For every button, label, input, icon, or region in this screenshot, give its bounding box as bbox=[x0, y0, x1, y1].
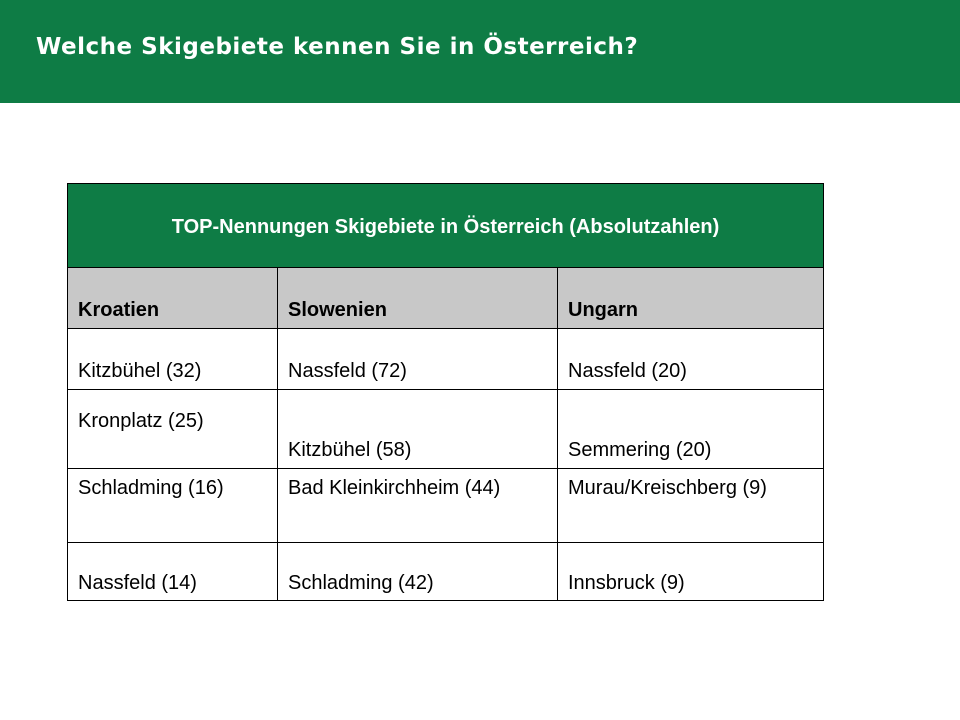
table-cell: Schladming (42) bbox=[278, 543, 558, 601]
table-row bbox=[68, 329, 824, 390]
table-header-row bbox=[68, 268, 824, 329]
table-cell: Kronplatz (25) bbox=[68, 390, 278, 469]
column-header-ungarn: Ungarn bbox=[558, 268, 824, 329]
table-row bbox=[68, 390, 824, 469]
ski-areas-table bbox=[67, 183, 824, 601]
table-row bbox=[68, 469, 824, 543]
column-header-kroatien: Kroatien bbox=[68, 268, 278, 329]
table-cell: Nassfeld (14) bbox=[68, 543, 278, 601]
column-header-slowenien: Slowenien bbox=[278, 268, 558, 329]
slide-title: Welche Skigebiete kennen Sie in Österreich? bbox=[36, 34, 639, 60]
table-cell: Kitzbühel (58) bbox=[278, 390, 558, 469]
table-cell: Nassfeld (72) bbox=[278, 329, 558, 390]
table-cell: Kitzbühel (32) bbox=[68, 329, 278, 390]
table-cell: Murau/Kreischberg (9) bbox=[558, 469, 824, 543]
table-cell: Schladming (16) bbox=[68, 469, 278, 543]
table-row bbox=[68, 543, 824, 601]
table-title-row bbox=[68, 184, 824, 268]
table-title: TOP-Nennungen Skigebiete in Österreich (Absolutzahlen) bbox=[68, 184, 824, 268]
table-cell: Bad Kleinkirchheim (44) bbox=[278, 469, 558, 543]
table-cell: Semmering (20) bbox=[558, 390, 824, 469]
table-cell: Nassfeld (20) bbox=[558, 329, 824, 390]
table-cell: Innsbruck (9) bbox=[558, 543, 824, 601]
title-banner bbox=[0, 0, 960, 103]
